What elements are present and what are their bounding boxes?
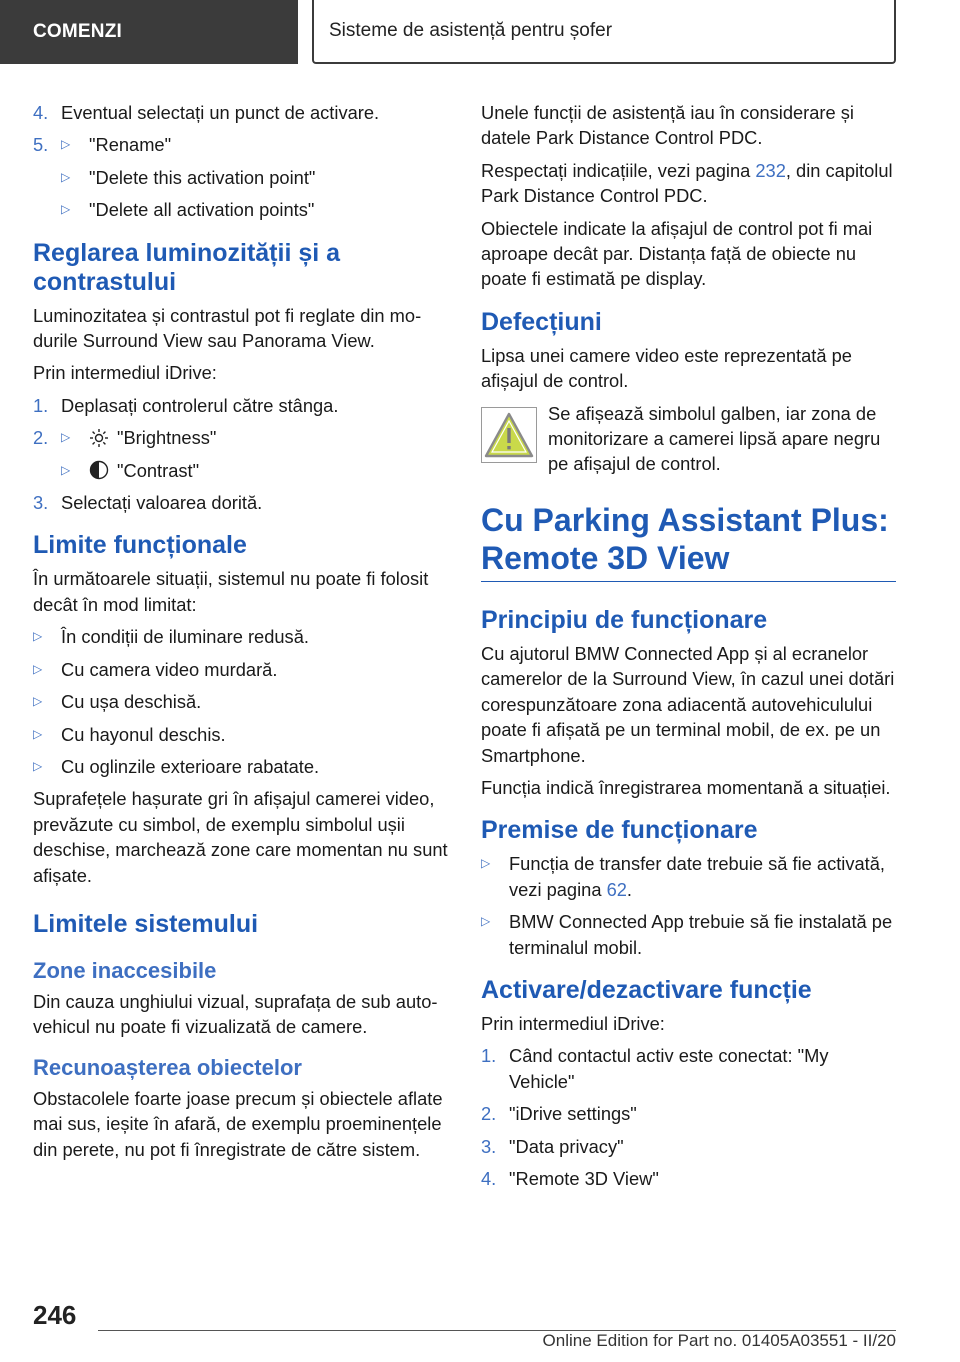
triangle-bullet-icon: ▷ [33,758,43,773]
paragraph: Lipsa unei camere video este reprezentată pe afișajul de control. [481,344,852,392]
triangle-bullet-icon: ▷ [481,914,491,929]
list-item [33,624,448,649]
triangle-bullet-icon: ▷ [33,661,43,676]
step-text: Eventual selectați un punct de activare. [61,102,380,123]
list-item [33,425,448,450]
list-item [33,490,448,515]
heading-principle: Principiu de funcționare [481,605,768,634]
step-number: 2. [33,427,49,449]
step-text: Selectați valoarea dorită. [61,492,263,514]
right-column [481,100,896,1198]
paragraph: Suprafețele hașurate gri în afișajul camerei video, prevăzute cu simbol, de exemplu simbolul ușii deschise, marchează zone care momentan nu sunt afișate. [33,788,448,886]
chapter-tab [312,0,896,64]
chapter-heading: Cu Parking Assistant Plus: Remote 3D View [481,501,896,582]
heading-zones: Zone inaccesibile [33,957,217,983]
step-number: 3. [481,1135,497,1157]
list-item [33,100,448,125]
contrast-icon [89,458,117,483]
paragraph: Prin intermediul iDrive: [481,1012,665,1034]
section-tab [0,0,298,64]
edition-note: Online Edition for Part no. 01405A03551 - II/20 [542,1331,896,1350]
list-item [481,1101,896,1126]
heading-activation: Activare/dezactivare funcție [481,975,812,1004]
option-text: "Delete this activation point" [89,166,316,188]
paragraph: Funcția indică înregistrarea momentană a situației. [481,776,891,798]
triangle-bullet-icon: ▷ [33,726,43,741]
bullet-text: Funcția de transfer date trebuie să fie activată, vezi pagina [509,853,885,900]
paragraph: Prin intermediul iDrive: [33,362,217,384]
paragraph: Cu ajutorul BMW Connected App și al ecranelor camerelor de la Surround View, în cazul unei dotări corespunzătoare zona adiacentă autovehiculului poate fi afișată pe un terminal mobil, de ex. pe un Smartphone. [481,642,895,766]
section-title: COMENZI [33,21,123,42]
list-item [33,458,448,483]
triangle-bullet-icon: ▷ [33,629,43,644]
list-item [33,165,448,190]
list-item [481,909,896,960]
list-item [481,851,896,902]
step-text: "Remote 3D View" [509,1167,659,1189]
step-text: "iDrive settings" [509,1103,637,1125]
triangle-bullet-icon: ▷ [61,202,71,217]
step-number: 2. [481,1103,497,1125]
page-link[interactable]: 232 [755,159,786,181]
triangle-bullet-icon: ▷ [61,430,71,445]
left-column [33,100,448,1169]
heading-system-limits: Limitele sistemului [33,909,259,938]
step-number: 3. [33,492,49,514]
list-item [33,722,448,747]
text: , din capitolul Park Distance Control PDC. [481,159,893,207]
heading-objects: Recunoașterea obiectelor [33,1054,302,1080]
list-item [33,132,448,157]
option-text: "Delete all activation points" [89,199,315,221]
step-number: 4. [33,102,49,123]
paragraph: Obstacolele foarte joase precum și obiectele aflate mai sus, ieșite în afară, de exemplu proeminențele din perete, nu pot fi înregistrate de către sistem. [33,1087,443,1160]
list-item [33,754,448,779]
list-item [33,689,448,714]
step-text: Când contactul activ este conectat: "My Vehicle" [509,1045,829,1092]
bullet-text: În condiții de iluminare redusă. [61,626,309,648]
warning-text: Se afișează simbolul galben, iar zona de monitorizare a camerei lipsă apare negru pe afișajul de control. [548,402,881,475]
list-item [33,393,448,418]
heading-faults: Defecțiuni [481,307,602,336]
heading-premise: Premise de funcționare [481,816,758,845]
list-item [33,657,448,682]
step-text: Deplasați controlerul către stânga. [61,394,339,416]
bullet-text: Cu hayonul deschis. [61,723,226,745]
brightness-icon [89,425,117,450]
triangle-bullet-icon: ▷ [481,856,491,871]
bullet-text: Cu oglinzile exterioare rabatate. [61,755,320,777]
paragraph: În următoarele situații, sistemul nu poate fi folosit decât în mod limitat: [33,568,429,615]
list-item [481,1043,896,1094]
bullet-text: Cu camera video murdară. [61,658,278,680]
step-text: "Data privacy" [509,1135,624,1157]
bullet-text: Cu ușa deschisă. [61,691,202,713]
bullet-text: BMW Connected App trebuie să fie instalată pe terminalul mobil. [509,911,893,958]
page-link[interactable]: 62 [606,878,627,900]
list-item [481,1166,896,1191]
step-number: 1. [33,394,49,416]
chapter-title: Sisteme de asistență pentru șofer [329,20,613,41]
list-item [33,197,448,222]
triangle-bullet-icon: ▷ [33,694,43,709]
list-item [481,1134,896,1159]
text: Respectați indicațiile, vezi pagina [481,159,756,181]
step-text: "Rename" [89,134,172,156]
heading-brightness: Reglarea luminozității și a contrastului [33,238,341,296]
page-number: 246 [33,1300,77,1330]
option-text: "Contrast" [117,459,200,481]
paragraph: Unele funcții de asistență iau în considerare și datele Park Distance Control PDC. [481,102,854,149]
option-text: "Brightness" [117,427,217,449]
step-number: 4. [481,1167,497,1189]
heading-limits: Limite funcționale [33,531,247,560]
paragraph: Luminozitatea și contrastul pot fi reglate din modurile Surround View sau Panorama View. [33,304,422,352]
step-number: 5. [33,134,49,156]
triangle-bullet-icon: ▷ [61,137,71,152]
warning-block [481,401,896,477]
triangle-bullet-icon: ▷ [61,169,71,184]
warning-triangle-icon [481,407,537,463]
triangle-bullet-icon: ▷ [61,462,71,477]
step-number: 1. [481,1045,497,1067]
paragraph [481,158,896,209]
text: . [626,878,633,900]
paragraph: Obiectele indicate la afișajul de control pot fi mai aproape decât par. Distanța față de obiecte nu poate fi estimată pe display. [481,217,873,290]
paragraph: Din cauza unghiului vizual, suprafața de sub autovehicul nu poate fi vizualizată de camere. [33,990,438,1038]
